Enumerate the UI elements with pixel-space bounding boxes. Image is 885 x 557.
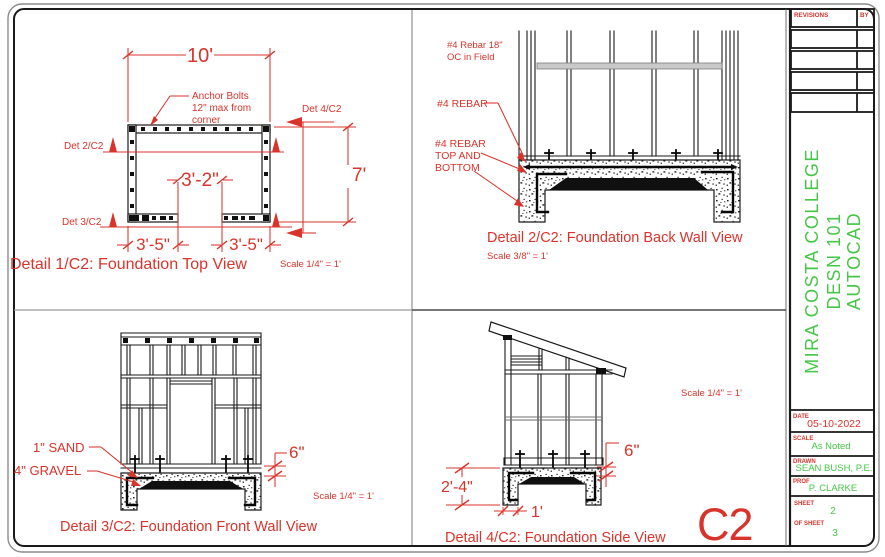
scale-value: As Noted	[811, 441, 851, 452]
detail3-scale-note: Scale 1/4" = 1'	[313, 491, 374, 502]
of-sheet-value: 3	[832, 528, 838, 539]
by-header: BY	[860, 12, 869, 19]
org-line3: AUTOCAD	[844, 211, 864, 311]
detail3-dim-slab-depth: 6"	[289, 443, 305, 462]
detail1-dim-width: 10'	[186, 45, 214, 67]
detail1-title: Detail 1/C2: Foundation Top View	[10, 256, 247, 273]
detail1-scale-note: Scale 1/4" = 1'	[280, 259, 341, 270]
detail4-dim-footing-depth: 2'-4"	[441, 479, 473, 496]
of-sheet-label: OF SHEET	[794, 521, 825, 527]
detail2-scale-note: Scale 3/8" = 1'	[487, 251, 548, 262]
detail2-note-rebar: #4 REBAR	[437, 98, 488, 110]
scale-label: SCALE	[793, 436, 814, 442]
detail1-dim-opening: 3'-2"	[181, 170, 219, 191]
org-line2: DESN 101	[824, 212, 844, 310]
detail3-title: Detail 3/C2: Foundation Front Wall View	[60, 519, 318, 535]
detail3-note-gravel: 4" GRAVEL	[14, 463, 82, 478]
detail2-note-tb-3: BOTTOM	[435, 162, 480, 174]
detail2-note-tb-1: #4 REBAR	[435, 138, 486, 150]
sheet-label: SHEET	[794, 501, 815, 507]
detail2-note-field-1: #4 Rebar 18"	[447, 40, 503, 51]
marker-det4-label: Det 4/C2	[302, 104, 342, 115]
detail1-dim-height: 7'	[352, 165, 367, 186]
vapor-barrier	[549, 178, 708, 190]
detail1-dim-left-wall: 3'-5"	[136, 235, 170, 254]
detail4-dim-footing-width: 1'	[531, 504, 543, 521]
org-line1: MIRA COSTA COLLEGE	[802, 148, 822, 374]
marker-det2-label: Det 2/C2	[64, 141, 104, 152]
detail1-dim-right-wall: 3'-5"	[229, 235, 263, 254]
sheet-frame	[8, 4, 879, 552]
detail2-title: Detail 2/C2: Foundation Back Wall View	[487, 230, 743, 246]
drawn-value: SEAN BUSH, P.E.	[795, 463, 873, 474]
detail2-note-tb-2: TOP AND	[435, 150, 481, 162]
vapor-barrier	[139, 481, 243, 489]
prof-label: PROF	[793, 479, 810, 485]
detail4-scale-note: Scale 1/4" = 1'	[681, 388, 742, 399]
detail3-note-sand: 1" SAND	[33, 440, 85, 455]
prof-value: P. CLARKE	[808, 483, 858, 494]
marker-det3-label: Det 3/C2	[62, 217, 102, 228]
revisions-header: REVISIONS	[794, 12, 829, 19]
sheet-id: C2	[697, 499, 753, 550]
anchor-note-line1: Anchor Bolts	[192, 91, 249, 102]
date-value: 05-10-2022	[807, 418, 861, 430]
detail2-note-field-2: OC in Field	[447, 52, 495, 63]
drawn-label: DRAWN	[793, 459, 816, 465]
detail4-dim-slab-depth: 6"	[624, 441, 640, 460]
sheet-value: 2	[830, 506, 836, 517]
detail4-title: Detail 4/C2: Foundation Side View	[445, 530, 666, 546]
anchor-note-line2: 12" max from	[192, 103, 252, 114]
anchor-note-line3: corner	[192, 115, 221, 126]
date-label: DATE	[793, 414, 809, 420]
